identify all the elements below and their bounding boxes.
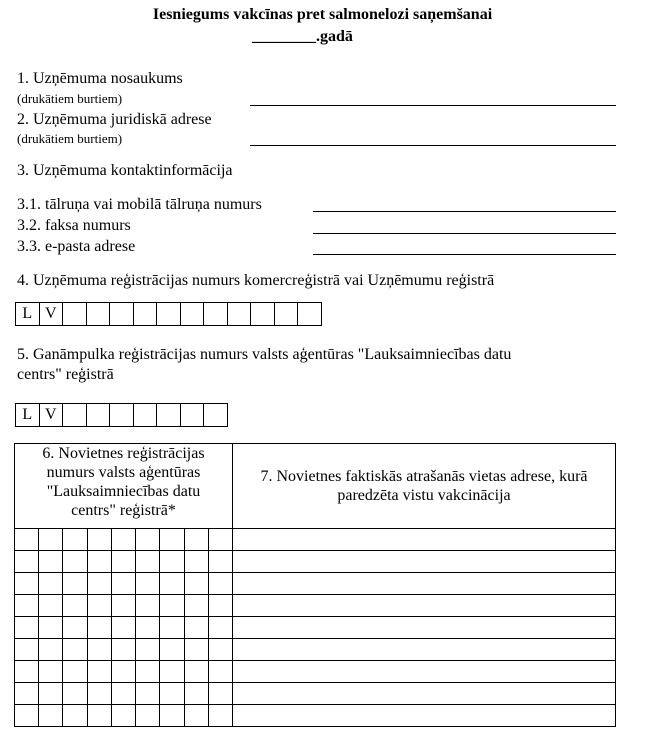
header-line: numurs valsts aģentūras <box>46 464 201 481</box>
reg-number-cell[interactable] <box>111 639 135 661</box>
reg-cell[interactable] <box>110 303 134 325</box>
legal-address-label: 2. Uzņēmuma juridiskā adrese <box>17 111 212 128</box>
email-label: 3.3. e-pasta adrese <box>17 238 136 255</box>
reg-number-cell[interactable] <box>15 529 39 551</box>
table-row <box>15 617 616 639</box>
header-line: 7. Novietnes faktiskās atrašanās vietas adrese, kurā <box>260 468 588 485</box>
reg-number-cell[interactable] <box>208 661 232 683</box>
reg-number-cell[interactable] <box>136 683 160 705</box>
reg-number-cell[interactable] <box>184 661 208 683</box>
reg-number-cell[interactable] <box>184 705 208 727</box>
reg-number-cell[interactable] <box>39 661 63 683</box>
table-row <box>15 595 616 617</box>
reg-number-cell[interactable] <box>111 617 135 639</box>
address-cell[interactable] <box>233 661 616 683</box>
address-cell[interactable] <box>233 595 616 617</box>
legal-address-hint: (drukātiem burtiem) <box>17 131 123 146</box>
reg-cell[interactable] <box>63 303 87 325</box>
table-row <box>15 705 616 727</box>
reg-number-cell[interactable] <box>87 639 111 661</box>
reg-number-cell[interactable] <box>208 551 232 573</box>
reg-number-cell[interactable] <box>136 617 160 639</box>
reg-number-cell[interactable] <box>39 639 63 661</box>
reg-cell[interactable] <box>63 404 87 426</box>
email-field[interactable] <box>313 254 616 255</box>
reg-number-cell[interactable] <box>111 573 135 595</box>
reg-cell[interactable] <box>204 303 228 325</box>
reg-number-cell[interactable] <box>15 661 39 683</box>
reg-number-cell[interactable] <box>15 617 39 639</box>
header-line: centrs" reģistrā* <box>71 502 176 519</box>
table-row <box>15 551 616 573</box>
reg-number-cell[interactable] <box>160 551 184 573</box>
reg-number-cell[interactable] <box>87 595 111 617</box>
address-cell[interactable] <box>233 639 616 661</box>
reg-number-cell[interactable] <box>208 705 232 727</box>
herd-reg-label-1: 5. Ganāmpulka reģistrācijas numurs valsts aģentūras "Lauksaimniecības datu <box>17 346 512 363</box>
reg-number-cell[interactable] <box>39 683 63 705</box>
address-cell[interactable] <box>233 529 616 551</box>
herd-reg-label-2: centrs" reģistrā <box>17 366 114 383</box>
reg-number-cell[interactable] <box>136 551 160 573</box>
reg-number-cell[interactable] <box>136 595 160 617</box>
reg-number-cell[interactable] <box>63 529 87 551</box>
address-cell[interactable] <box>233 683 616 705</box>
reg-number-cell[interactable] <box>111 705 135 727</box>
reg-cell[interactable] <box>228 303 252 325</box>
reg-cell[interactable] <box>87 303 111 325</box>
premises-table <box>14 443 616 727</box>
reg-cell[interactable] <box>134 303 158 325</box>
year-blank[interactable]: ________ <box>252 28 316 45</box>
reg-number-cell[interactable] <box>15 551 39 573</box>
reg-number-cell[interactable] <box>87 529 111 551</box>
company-name-field[interactable] <box>250 105 616 106</box>
reg-number-cell[interactable] <box>39 551 63 573</box>
reg-number-cell[interactable] <box>39 529 63 551</box>
reg-cell[interactable] <box>181 404 205 426</box>
reg-number-cell[interactable] <box>184 617 208 639</box>
reg-number-cell[interactable] <box>63 683 87 705</box>
reg-number-cell[interactable] <box>87 617 111 639</box>
reg-number-cell[interactable] <box>63 661 87 683</box>
reg-number-cell[interactable] <box>63 705 87 727</box>
reg-cell[interactable] <box>204 404 228 426</box>
header-line: "Lauksaimniecības datu <box>46 483 201 500</box>
address-cell[interactable] <box>233 705 616 727</box>
reg-number-cell[interactable] <box>39 595 63 617</box>
table-header <box>15 444 616 529</box>
company-name-label: 1. Uzņēmuma nosaukums <box>17 70 183 87</box>
reg-number-cell[interactable] <box>160 639 184 661</box>
address-cell[interactable] <box>233 551 616 573</box>
reg-cell[interactable] <box>110 404 134 426</box>
reg-cell[interactable] <box>134 404 158 426</box>
reg-cell[interactable] <box>87 404 111 426</box>
reg-number-cell[interactable] <box>136 705 160 727</box>
reg-number-cell[interactable] <box>87 705 111 727</box>
reg-number-cell[interactable] <box>63 551 87 573</box>
reg-number-cell[interactable] <box>184 683 208 705</box>
reg-number-cell[interactable] <box>208 683 232 705</box>
address-cell[interactable] <box>233 573 616 595</box>
reg-number-cell[interactable] <box>111 551 135 573</box>
reg-number-cell[interactable] <box>208 529 232 551</box>
form-title: Iesniegums vakcīnas pret salmonelozi saņemšanai <box>152 6 493 23</box>
reg-cell: V <box>40 404 64 426</box>
company-reg-number-field[interactable] <box>15 302 322 326</box>
table-row <box>15 683 616 705</box>
contact-info-label: 3. Uzņēmuma kontaktinformācija <box>17 162 233 179</box>
table-row <box>15 639 616 661</box>
company-reg-label: 4. Uzņēmuma reģistrācijas numurs komercreģistrā vai Uzņēmumu reģistrā <box>17 272 495 289</box>
reg-cell[interactable] <box>157 404 181 426</box>
reg-number-cell[interactable] <box>87 683 111 705</box>
reg-number-cell[interactable] <box>111 529 135 551</box>
reg-cell[interactable] <box>251 303 275 325</box>
reg-number-cell[interactable] <box>111 661 135 683</box>
reg-number-cell[interactable] <box>15 639 39 661</box>
reg-number-cell[interactable] <box>15 683 39 705</box>
reg-number-cell[interactable] <box>208 617 232 639</box>
legal-address-field[interactable] <box>250 145 616 146</box>
header-premises-address <box>233 444 616 529</box>
reg-cell[interactable] <box>275 303 299 325</box>
reg-number-cell[interactable] <box>111 595 135 617</box>
reg-cell[interactable] <box>298 303 322 325</box>
table-row <box>15 573 616 595</box>
reg-cell: L <box>16 303 40 325</box>
reg-number-cell[interactable] <box>136 661 160 683</box>
phone-field[interactable] <box>313 211 616 212</box>
reg-cell[interactable] <box>181 303 205 325</box>
reg-number-cell[interactable] <box>15 573 39 595</box>
reg-number-cell[interactable] <box>160 573 184 595</box>
address-cell[interactable] <box>233 617 616 639</box>
reg-number-cell[interactable] <box>39 573 63 595</box>
reg-number-cell[interactable] <box>184 551 208 573</box>
reg-number-cell[interactable] <box>184 595 208 617</box>
reg-number-cell[interactable] <box>63 573 87 595</box>
header-line: 6. Novietnes reģistrācijas <box>42 445 205 462</box>
year-line[interactable] <box>252 28 353 46</box>
reg-number-cell[interactable] <box>136 573 160 595</box>
phone-label: 3.1. tālruņa vai mobilā tālruņa numurs <box>17 196 262 213</box>
reg-number-cell[interactable] <box>63 617 87 639</box>
company-name-hint: (drukātiem burtiem) <box>17 91 123 106</box>
header-line: paredzēta vistu vakcinācija <box>337 487 511 504</box>
reg-number-cell[interactable] <box>39 617 63 639</box>
reg-number-cell[interactable] <box>184 639 208 661</box>
fax-field[interactable] <box>313 233 616 234</box>
reg-number-cell[interactable] <box>136 639 160 661</box>
year-suffix: .gadā <box>316 28 353 45</box>
reg-number-cell[interactable] <box>184 529 208 551</box>
reg-number-cell[interactable] <box>160 661 184 683</box>
reg-number-cell[interactable] <box>208 573 232 595</box>
reg-number-cell[interactable] <box>160 529 184 551</box>
reg-number-cell[interactable] <box>87 573 111 595</box>
reg-number-cell[interactable] <box>208 639 232 661</box>
herd-reg-number-field[interactable] <box>15 403 228 427</box>
reg-number-cell[interactable] <box>63 595 87 617</box>
reg-number-cell[interactable] <box>15 705 39 727</box>
reg-number-cell[interactable] <box>160 595 184 617</box>
reg-number-cell[interactable] <box>160 683 184 705</box>
reg-number-cell[interactable] <box>87 551 111 573</box>
reg-number-cell[interactable] <box>39 705 63 727</box>
reg-number-cell[interactable] <box>63 639 87 661</box>
reg-number-cell[interactable] <box>184 573 208 595</box>
reg-number-cell[interactable] <box>87 661 111 683</box>
fax-label: 3.2. faksa numurs <box>17 217 131 234</box>
reg-cell: L <box>16 404 40 426</box>
reg-number-cell[interactable] <box>15 595 39 617</box>
reg-number-cell[interactable] <box>160 617 184 639</box>
header-premises-reg <box>15 444 233 529</box>
reg-cell: V <box>40 303 64 325</box>
reg-number-cell[interactable] <box>136 529 160 551</box>
reg-cell[interactable] <box>157 303 181 325</box>
reg-number-cell[interactable] <box>208 595 232 617</box>
reg-number-cell[interactable] <box>160 705 184 727</box>
reg-number-cell[interactable] <box>111 683 135 705</box>
table-row <box>15 529 616 551</box>
table-row <box>15 661 616 683</box>
